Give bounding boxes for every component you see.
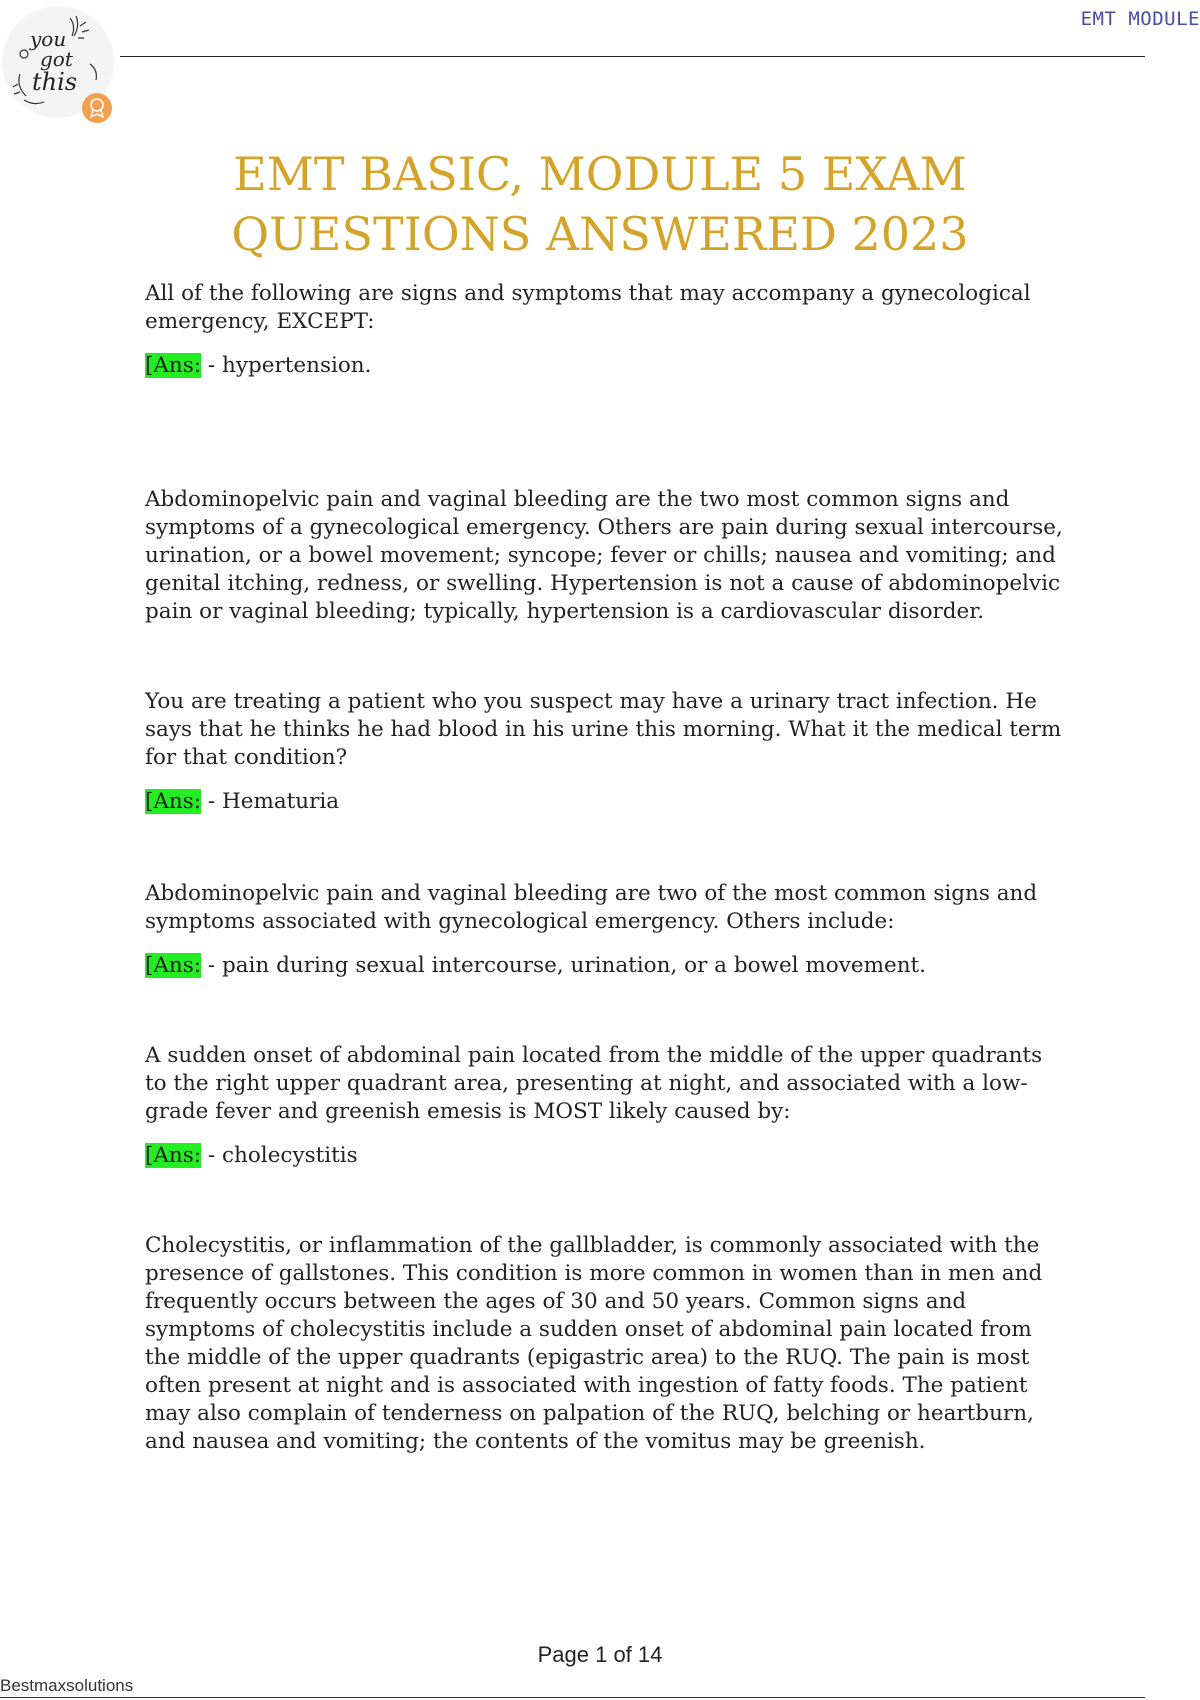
answer-tag: [Ans:	[145, 789, 202, 814]
svg-text:this: this	[32, 68, 78, 96]
answer-text: - pain during sexual intercourse, urination, or a bowel movement.	[201, 953, 927, 978]
header-divider	[120, 56, 1145, 57]
answer-text: - cholecystitis	[201, 1143, 358, 1168]
answer-line	[145, 788, 1065, 816]
logo-graphic	[0, 4, 120, 124]
answer-text: - Hematuria	[201, 789, 340, 814]
brand-watermark: Bestmaxsolutions	[0, 1676, 134, 1695]
answer-line	[145, 952, 1065, 980]
answer-tag: [Ans:	[145, 353, 202, 378]
question-text: You are treating a patient who you suspect may have a urinary tract infection. He says that he thinks he had blood in his urine this morning. What it the medical term for that condition?	[145, 689, 1062, 770]
title-line-1: EMT BASIC, MODULE 5 EXAM	[233, 147, 967, 201]
header-label: EMT MODULE	[1080, 8, 1200, 30]
answer-line	[145, 1142, 1065, 1170]
question-text: Abdominopelvic pain and vaginal bleeding are two of the most common signs and symptoms associated with gynecological emergency. Others include:	[145, 881, 1038, 934]
answer-text: - hypertension.	[201, 353, 372, 378]
answer-tag: [Ans:	[145, 953, 202, 978]
answer-tag: [Ans:	[145, 1143, 202, 1168]
question-text: All of the following are signs and symptoms that may accompany a gynecological emergency, EXCEPT:	[145, 281, 1031, 334]
page-number: Page 1 of 14	[537, 1642, 663, 1667]
document-title	[145, 144, 1055, 264]
question-text: A sudden onset of abdominal pain located from the middle of the upper quadrants to the right upper quadrant area, presenting at night, and associated with a low-grade fever and greenish emesis is MOST likely caused by:	[145, 1043, 1043, 1124]
footer-divider	[0, 1697, 1145, 1698]
svg-text:got: got	[40, 47, 73, 71]
explanation-text: Cholecystitis, or inflammation of the gallbladder, is commonly associated with the presence of gallstones. This condition is more common in women than in men and frequently occurs between the ages of 30 and 50 years. Common signs and symptoms of cholecystitis include a sudden onset of abdominal pain located from the middle of the upper quadrants (epigastric area) to the RUQ. The pain is most often present at night and is associated with ingestion of fatty foods. The patient may also complain of tenderness on palpation of the RUQ, belching or heartburn, and nausea and vomiting; the contents of the vomitus may be greenish.	[145, 1233, 1043, 1454]
title-line-2: QUESTIONS ANSWERED 2023	[231, 207, 969, 261]
you-got-this-logo	[0, 4, 120, 124]
explanation-text: Abdominopelvic pain and vaginal bleeding are the two most common signs and symptoms of a gynecological emergency. Others are pain during sexual intercourse, urination, or a bowel movement; syncope; fever or chills; nausea and vomiting; and genital itching, redness, or swelling. Hypertension is not a cause of abdominopelvic pain or vaginal bleeding; typically, hypertension is a cardiovascular disorder.	[145, 487, 1063, 624]
answer-line	[145, 352, 1065, 380]
svg-text:you: you	[30, 27, 67, 51]
award-badge-icon	[82, 93, 112, 123]
